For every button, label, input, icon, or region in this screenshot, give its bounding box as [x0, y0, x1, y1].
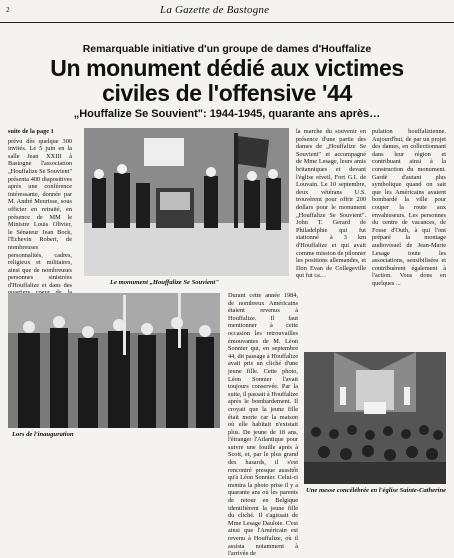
caption-inauguration: Lors de l'inauguration: [12, 431, 74, 438]
caption-mass: Une messe concélébrée en l'église Sainte-Catherine: [306, 487, 447, 494]
photo-monument: [84, 128, 289, 276]
headline-line-2: civiles de l'offensive '44: [102, 80, 352, 106]
subhead: „Houffalize Se Souvient": 1944-1945, quarante ans après…: [73, 108, 381, 120]
headline-line-1: Un monument dédié aux victimes: [50, 55, 404, 81]
article-column-right-b: [372, 128, 446, 348]
kicker: Remarquable initiative d'un groupe de dames d'Houffalize: [82, 43, 372, 55]
photo-inauguration: [8, 293, 220, 428]
caption-monument: Le monument „Houffalize Se Souvient": [110, 279, 220, 286]
photo-monument-image: [84, 128, 289, 276]
article-text-right-b: pulation houffalizienne. Aujourd'hui, de par un projet des dames, en collectionnant dans leur région et contribuant ainsi à la construction du monument. Gardé d'autant plus symbolique quand on sait que les Américains avaient bombardé la ville pour couper la route aux envahisseurs. Les personnes du centre de vacances, de Fosse d'Outh, à qui l'ont préparé la montage audiovisuel de Jean-Marie Lesage toute les associations, sensibilisées et contribuèrent également à l'action. Vous dons en quelques ...: [372, 128, 446, 287]
article-column-center: [228, 292, 299, 558]
article-column-right-a: [296, 128, 366, 348]
photo-mass-image: [304, 352, 446, 484]
continuation-note: suite de la page 1: [8, 128, 54, 135]
photo-mass: [304, 352, 446, 484]
article-column-left: [8, 128, 72, 288]
article-text-right-a: la marche du souvenir en présence d'une partie des dames de „Houffalize Se Souvient" et accompagné de Mme Lesage, leurs amis britanniques et devant l'église réveil, Fort G.I. de Louvain. Le 10 septembre, deux vétérans U.S. trouvèrent pour offrir 200 dollars pour le monument „Houffalize Se Souvient". John T. Gerard de Philadelphie qui fut stationné à 3 km d'Houffalize et qui avait comme mission de pilonner les positions allemandes, et Don Evan de Collegeville qui fut ca…: [296, 128, 366, 280]
masthead: [0, 0, 454, 23]
article-text-center: Durant cette année 1984, de nombreux Américains étaient revenus à Houffalize. Il faut mentionner à cette occasion les retrouvailles émouvantes de M. Léon Sonnier qui, en septembre 44, dit passage à Houffalize avait pris un cliché d'une jeune fille. Cette photo, Léon Sonnier l'avait toujours conservée. Par la suite, il passait à Houffalize après le bombardement. Il croyait que la jeune fille était morte car la maison où elle habitait n'existait plus. De jeune de 18 ans, l'étranger l'Atlantique pour suivre une fouille après à Scott, et, par le plus grand des hasards, il s'est rencontré presque aussitôt qu'à Léon Sonnier. Celui-ci montra la photo prise il y a quarante ans où les parents de retour en Belgique identifièrent la jeune fille du cliché. Il s'agissait de Mme Lesage Dauloie. C'est ainsi que l'Américain est revenu à Houffalize, où il assista notamment à l'arrivée de: [228, 292, 299, 558]
article-text-left: prévu dès quelque 300 invités. Le 5 juin en la salle Jean XXIII à Bastogne l'association „Houffalize Se Souvient" présenta 400 diapositives après une conférence intéressante, donnée par M. André Meurisse, sous officier en retraité, en présence de MM le Ministre Louis Olivier, le Sénateur Jean Bock, l'Echevin Robert, de nombreuses personnalités, cadres, religieux et militaires, ainsi que de nombreuses personnes sinistrées d'Houffalize et dans des: [8, 137, 73, 289]
photo-inauguration-image: [8, 293, 220, 428]
page-number: 2: [6, 6, 10, 14]
newspaper-name: La Gazette de Bastogne: [160, 4, 270, 16]
headline: [0, 56, 454, 106]
